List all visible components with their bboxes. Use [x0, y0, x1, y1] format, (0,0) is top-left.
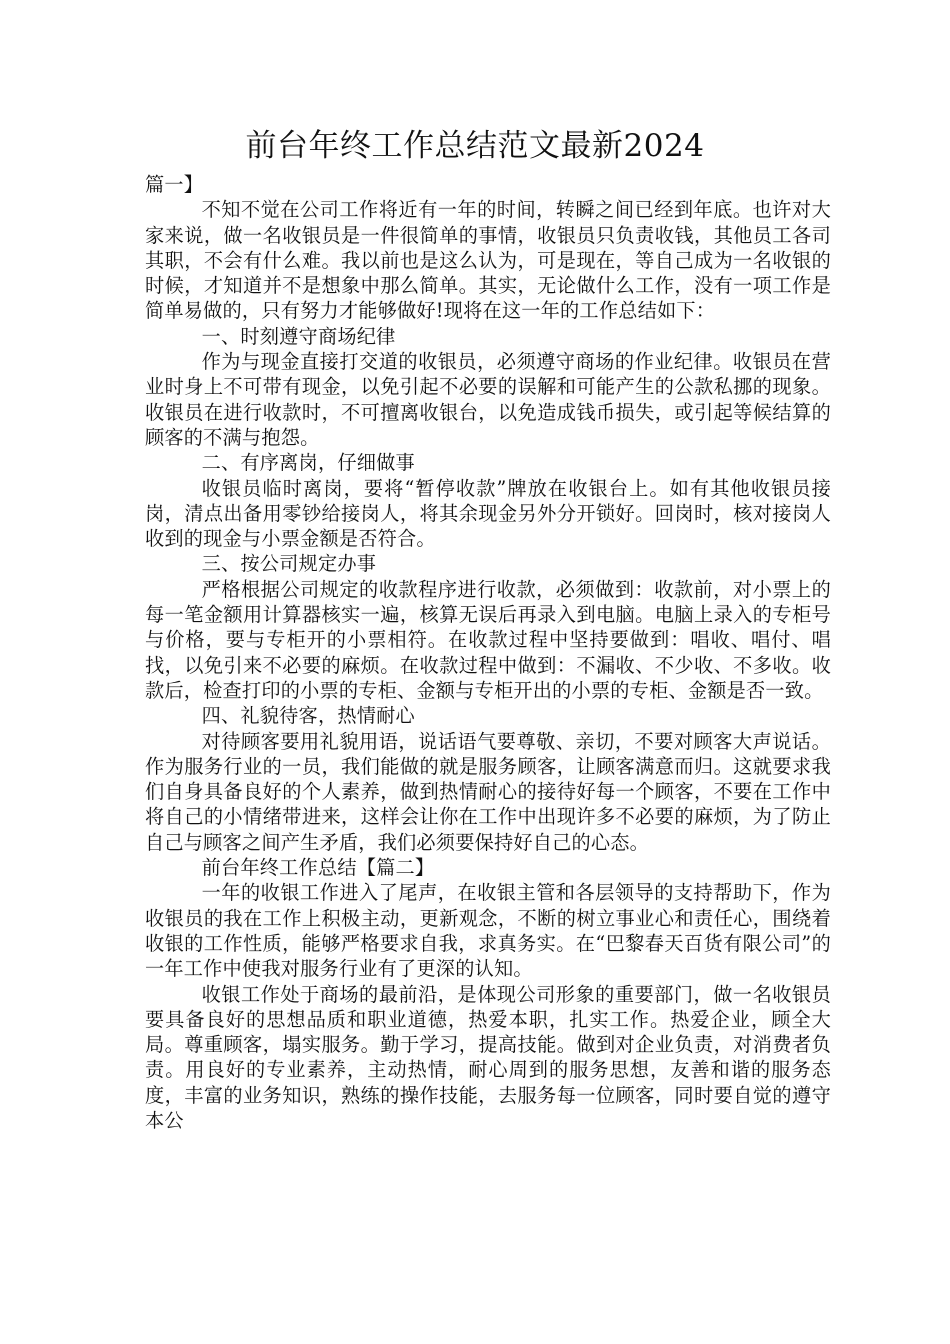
paragraph-company-rules: 严格根据公司规定的收款程序进行收款，必须做到：收款前，对小票上的每一笔金额用计算器核实一遍，核算无误后再录入到电脑。电脑上录入的专柜号与价格，要与专柜开的小票相符。在收款过程中坚持要做到：唱收、唱付、唱找，以免引来不必要的麻烦。在收款过程中做到：不漏收、不少收、不多收。收款后，检查打印的小票的专柜、金额与专柜开出的小票的专柜、金额是否一致。 [145, 577, 831, 702]
section-label: 篇一】 [145, 173, 204, 196]
heading-discipline: 一、时刻遵守商场纪律 [201, 324, 396, 348]
paragraph-discipline: 作为与现金直接打交道的收银员，必须遵守商场的作业纪律。收银员在营业时身上不可带有现金，以免引起不必要的误解和可能产生的公款私挪的现象。收银员在进行收款时，不可擅离收银台，以免造成钱币损失，或引起等候结算的顾客的不满与抱怨。 [145, 350, 831, 449]
heading-company-rules: 三、按公司规定办事 [201, 552, 377, 576]
document-title: 前台年终工作总结范文最新2024 [245, 128, 705, 164]
heading-courtesy: 四、礼貌待客，热情耐心 [201, 704, 415, 728]
paragraph-part-two-intro: 一年的收银工作进入了尾声，在收银主管和各层领导的支持帮助下，作为收银员的我在工作上积极主动，更新观念，不断的树立事业心和责任心，围绕着收银的工作性质，能够严格要求自我，求真务实。在“巴黎春天百货有限公司”的一年工作中使我对服务行业有了更深的认知。 [145, 881, 831, 981]
paragraph-intro: 不知不觉在公司工作将近有一年的时间，转瞬之间已经到年底。也许对大家来说，做一名收银员是一件很简单的事情，收银员只负责收钱，其他员工各司其职，不会有什么难。我以前也是这么认为，可是现在，等自己成为一名收银的时候，才知道并不是想象中那么简单。其实，无论做什么工作，没有一项工作是简单易做的，只有努力才能够做好!现将在这一年的工作总结如下： [145, 198, 831, 323]
heading-part-two: 前台年终工作总结【篇二】 [201, 856, 435, 880]
heading-leave-post: 二、有序离岗，仔细做事 [201, 451, 415, 475]
document-body [145, 172, 831, 1133]
paragraph-leave-post: 收银员临时离岗，要将“暂停收款”牌放在收银台上。如有其他收银员接岗，清点出备用零钞给接岗人，将其余现金另外分开锁好。回岗时，核对接岗人收到的现金与小票金额是否符合。 [145, 476, 831, 551]
paragraph-courtesy: 对待顾客要用礼貌用语，说话语气要尊敬、亲切，不要对顾客大声说话。作为服务行业的一员，我们能做的就是服务顾客，让顾客满意而归。这就要求我们自身具备良好的个人素养，做到热情耐心的接待好每一个顾客，不要在工作中将自己的小情绪带进来，这样会让你在工作中出现许多不必要的麻烦，为了防止自己与顾客之间产生矛盾，我们必须要保持好自己的心态。 [145, 729, 831, 854]
paragraph-part-two-body: 收银工作处于商场的最前沿，是体现公司形象的重要部门，做一名收银员要具备良好的思想品质和职业道德，热爱本职，扎实工作。热爱企业，顾全大局。尊重顾客，塌实服务。勤于学习，提高技能。做到对企业负责，对消费者负责。用良好的专业素养，主动热情，耐心周到的服务思想，友善和谐的服务态度，丰富的业务知识，熟练的操作技能，去服务每一位顾客，同时要自觉的遵守本公 [145, 982, 831, 1132]
